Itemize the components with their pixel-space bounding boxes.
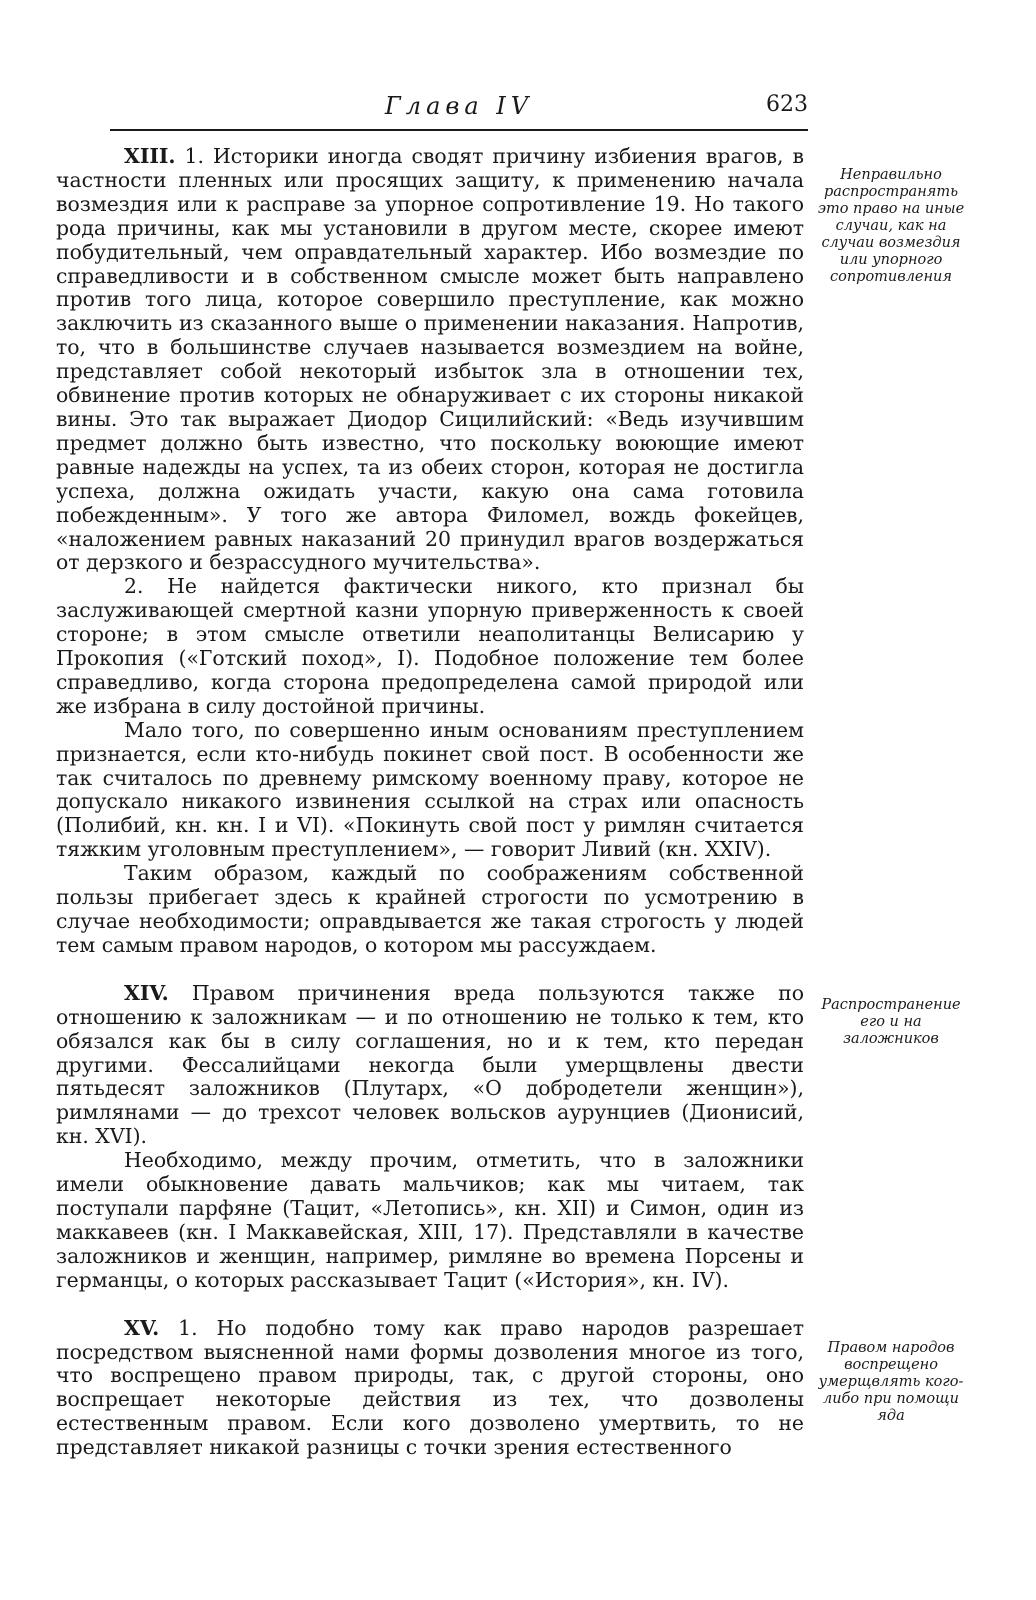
page-number: 623 <box>766 92 808 117</box>
paragraph-section-13 <box>56 145 804 575</box>
paragraph-text: 1. Но подобно тому как право народов разрешает посредством выясненной нами формы дозволения многое из того, что воспрещено правом природы, так, с другой стороны, оно воспрещает некоторые действия из тех, что дозволены естественным правом. Если кого дозволено умертвить, то не представляет никакой разницы с точки зрения естественного <box>56 1315 804 1460</box>
section-number: XIII. <box>124 144 176 168</box>
paragraph-section-14 <box>56 982 804 1149</box>
paragraph <box>56 719 804 862</box>
paragraph-text: 1. Историки иногда сводят причину избиения врагов, в частности пленных или просящих защиту, к применению начала возмездия или к расправе за упорное сопротивление 19. Но такого рода причины, как мы установили в другом месте, скорее имеют побудительный, чем оправдательный характер. Ибо возмездие по справедливости и в собственном смысле может быть направлено против того лица, которое совершило преступление, как можно заключить из сказанного выше о применении наказания. Напротив, то, что в большинстве случаев называется возмездием на войне, представляет собой некоторый избыток зла в отношении тех, обвинение против которых не обнаруживает с их стороны никакой вины. Это так выражает Диодор Сицилийский: «Ведь изучившим предмет должно быть известно, что поскольку воюющие имеют равные надежды на успех, та из обеих сторон, которая не достигла успеха, должна ожидать участи, какую она сама готовила побежденным». У того же автора Филомел, вождь фокейцев, «наложением равных наказаний 20 принудил врагов воздержаться от дерзкого и безрассудного мучительства». <box>56 144 804 575</box>
margin-note: Правом народов воспрещено умерщвлять кого-либо при помощи яда <box>818 1340 964 1424</box>
paragraph-text: Правом причинения вреда пользуются также по отношению к заложникам — и по отношению не только к тем, кто обязался как бы в силу соглашения, но и к тем, кто передан другими. Фессалийцами некогда были умерщвлены двести пятьдесят заложников (Плутарх, «О добродетели женщин»), римлянами — до трехсот человек вольсков аурунциев (Дионисий, кн. XVI). <box>56 980 804 1149</box>
main-text <box>56 145 804 1460</box>
paragraph <box>56 862 804 958</box>
chapter-title: Глава IV <box>384 92 534 120</box>
margin-note: Неправильно распространять это право на иные случаи, как на случаи возмездия или упорного сопротивления <box>817 167 965 285</box>
page-header <box>110 92 808 132</box>
header-rule <box>110 129 808 131</box>
paragraph-section-15 <box>56 1317 804 1460</box>
paragraph-text: 2. Не найдется фактически никого, кто признал бы заслуживающей смертной казни упорную приверженность к своей стороне; в этом смысле ответили неаполитанцы Велисарию у Прокопия («Готский поход», I). Подобное положение тем более справедливо, когда сторона предопределена самой природой или же избрана в силу достойной причины. <box>56 574 804 718</box>
paragraph-text: Мало того, по совершенно иным основаниям преступлением признается, если кто-нибудь покинет свой пост. В особенности же так считалось по древнему римскому военному праву, которое не допускало никакого извинения ссылкой на страх или опасность (Полибий, кн. кн. I и VI). «Покинуть свой пост у римлян считается тяжким уголовным преступлением», — говорит Ливий (кн. XXIV). <box>56 717 804 862</box>
paragraph-text: Таким образом, каждый по соображениям собственной пользы прибегает здесь к крайней строгости по усмотрению в случае необходимости; оправдывается же такая строгость у людей тем самым правом народов, о котором мы рассуждаем. <box>56 861 804 957</box>
paragraph-text: Необходимо, между прочим, отметить, что в заложники имели обыкновение давать мальчиков; как мы читаем, так поступали парфяне (Тацит, «Летопись», кн. XII) и Симон, один из маккавеев (кн. I Маккавейская, XIII, 17). Представляли в качестве заложников и женщин, например, римляне во времена Порсены и германцы, о которых рассказывает Тацит («История», кн. IV). <box>56 1148 804 1292</box>
paragraph <box>56 1149 804 1292</box>
margin-note: Распространение его и на заложников <box>821 997 961 1047</box>
paragraph <box>56 575 804 718</box>
section-number: XIV. <box>124 980 169 1005</box>
section-number: XV. <box>124 1315 160 1340</box>
